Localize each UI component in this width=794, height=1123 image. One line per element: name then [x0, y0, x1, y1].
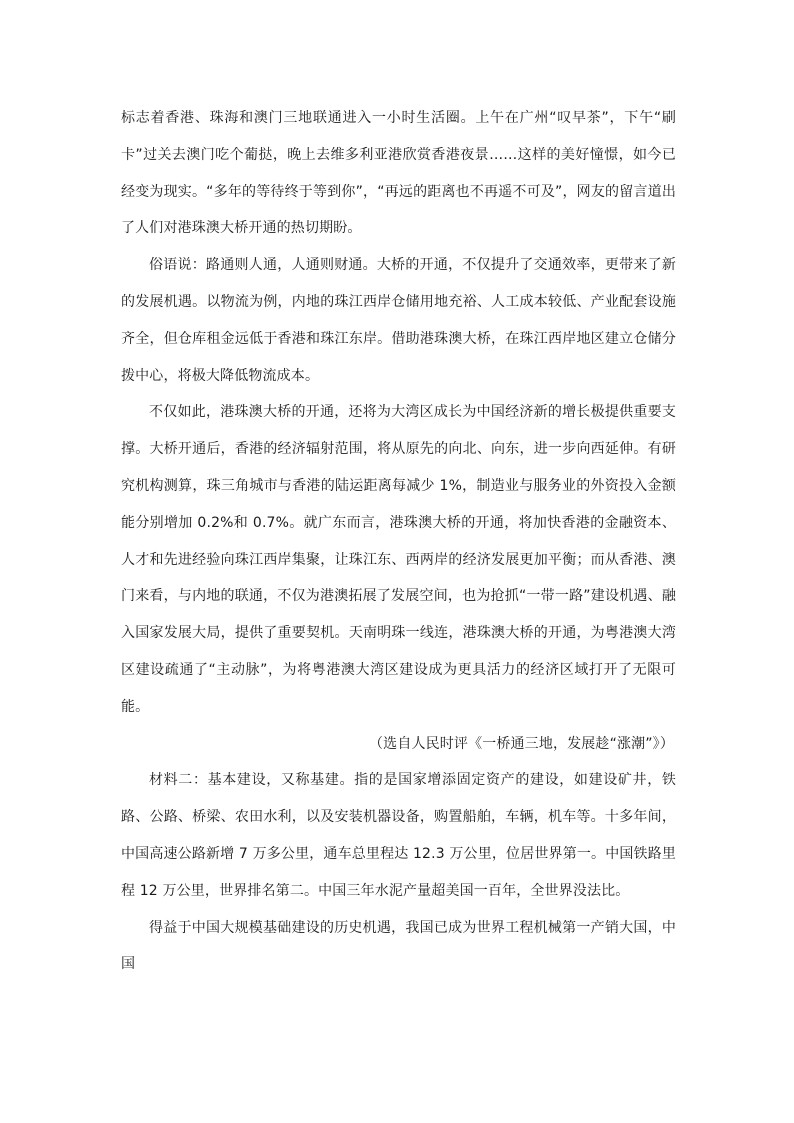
source-citation: （选自人民时评《一桥通三地，发展趁“涨潮”》）: [369, 735, 674, 752]
paragraph-greater-bay-area: 不仅如此，港珠澳大桥的开通，还将为大湾区成长为中国经济新的增长极提供重要支撑。大桥开通后，香港的经济辐射范围，将从原先的向北、向东，进一步向西延伸。有研究机构测算，珠三角城市与香港的陆运距离每减少 1%，制造业与服务业的外资投入金额能分别增加 0.2%和 0.7%。就广东而言，港珠澳大桥的开通，将加快香港的金融资本、人才和先进经验向珠江西岸集聚，让珠江东、西两岸的经济发展更加平衡；而从香港、澳门来看，与内地的联通，不仅为港澳拓展了发展空间，也为抢抓“一带一路”建设机遇、融入国家发展大局，提供了重要契机。天南明珠一线连，港珠澳大桥的开通，为粤港澳大湾区建设疏通了“主动脉”，为将粤港澳大湾区建设成为更具活力的经济区域打开了无限可能。: [121, 404, 676, 715]
paragraph-material-two: 材料二：基本建设，又称基建。指的是国家增添固定资产的建设，如建设矿井，铁路、公路、桥梁、农田水利，以及安装机器设备，购置船舶，车辆，机车等。十多年间，中国高速公路新增 7 万多公里，通车总里程达 12.3 万公里，位居世界第一。中国铁路里程 12 万公里，世界排名第二。中国三年水泥产量超美国一百年，全世界没法比。: [121, 772, 676, 899]
paragraph-continuation: 标志着香港、珠海和澳门三地联通进入一小时生活圈。上午在广州“叹早茶”，下午“刷卡”过关去澳门吃个葡挞，晚上去维多利亚港欣赏香港夜景……这样的美好憧憬，如今已经变为现实。“多年的等待终于等到你”，“再远的距离也不再遥不可及”，网友的留言道出了人们对港珠澳大桥开通的热切期盼。: [121, 110, 676, 237]
article-body: [121, 100, 676, 983]
paragraph-proverb-logistics: 俗语说：路通则人通，人通则财通。大桥的开通，不仅提升了交通效率，更带来了新的发展机遇。以物流为例，内地的珠江西岸仓储用地充裕、人工成本较低、产业配套设施齐全，但仓库租金远低于香港和珠江东岸。借助港珠澳大桥，在珠江西岸地区建立仓储分拨中心，将极大降低物流成本。: [121, 257, 676, 384]
paragraph-construction-machinery: 得益于中国大规模基础建设的历史机遇，我国已成为世界工程机械第一产销大国，中国: [121, 919, 676, 973]
